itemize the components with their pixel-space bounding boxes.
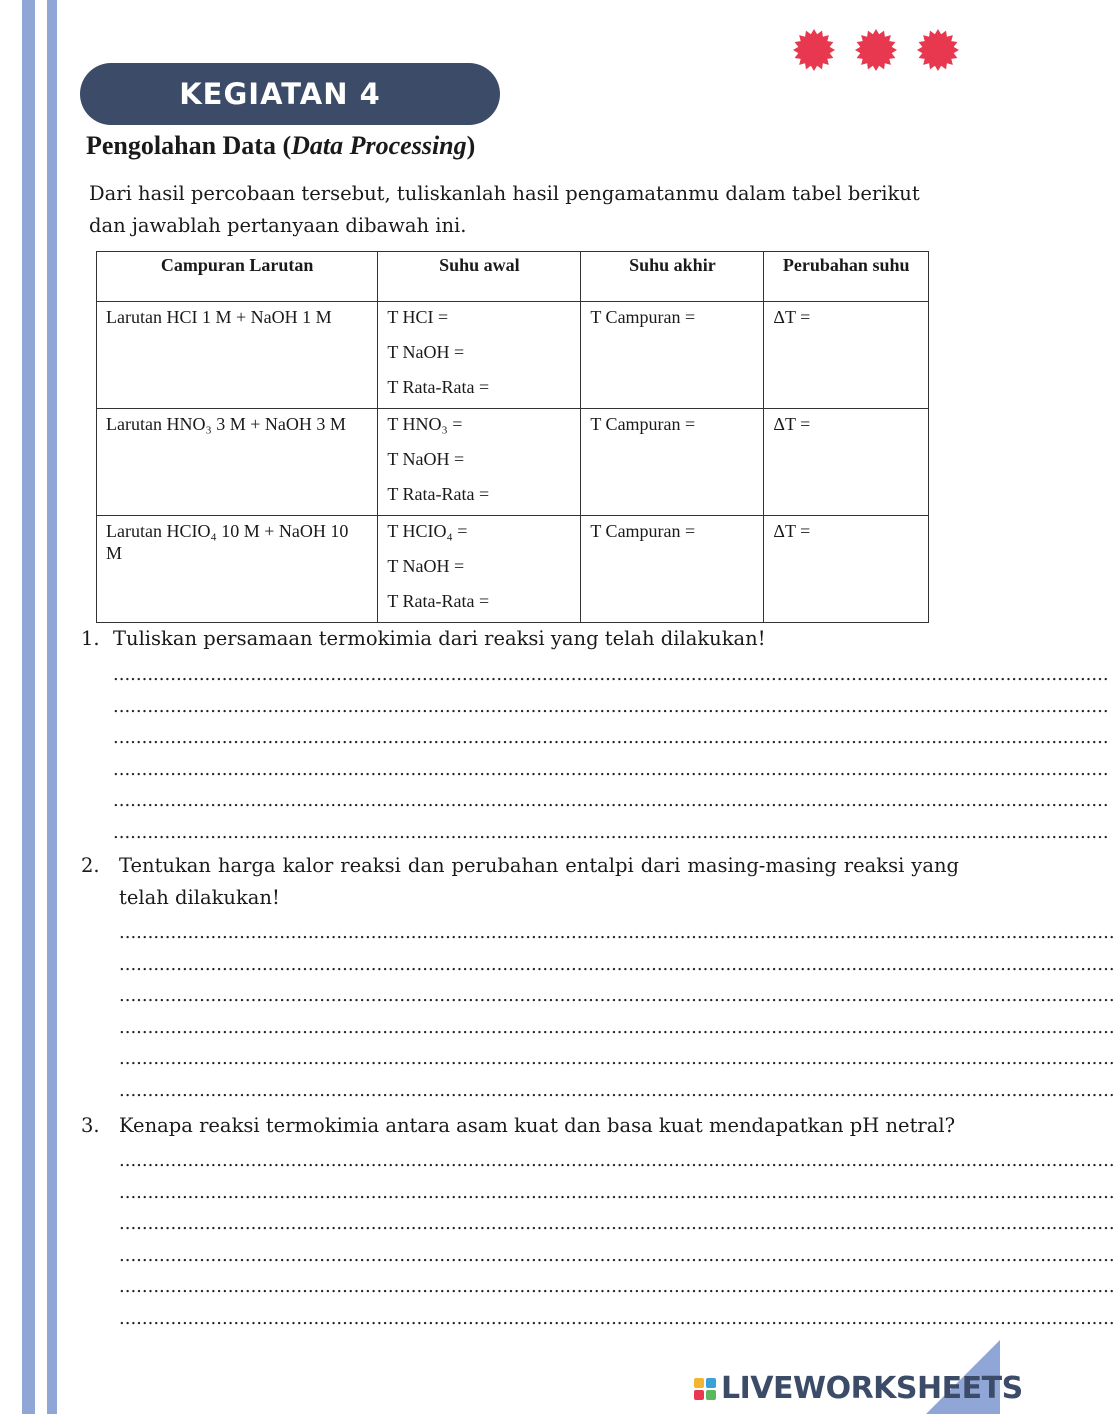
answer-line[interactable]: .............................................................................................................................................................................. [113,695,1109,717]
answer-line[interactable]: .............................................................................................................................................................................. [113,664,1109,685]
question-text: Tentukan harga kalor reaksi dan perubahan entalpi dari masing-masing reaksi yang telah dilakukan! [119,854,959,909]
star-icon [792,28,836,72]
cell-initial[interactable] [378,516,581,623]
answer-line[interactable]: .............................................................................................................................................................................. [119,1244,1115,1266]
left-stripe-inner [47,0,57,1414]
answer-line[interactable]: .............................................................................................................................................................................. [119,985,1115,1006]
header-temp-change: Perubahan suhu [764,252,929,302]
title-main: Pengolahan Data ( [86,131,292,160]
answer-line[interactable]: .............................................................................................................................................................................. [113,727,1109,748]
answer-line[interactable]: .............................................................................................................................................................................. [119,1016,1115,1038]
initial-acid: T HCIO₄ = [387,521,468,541]
question-text: Tuliskan persamaan termokimia dari reaksi yang telah dilakukan! [113,627,766,650]
observation-table [96,251,929,623]
initial-acid: T HCI = [387,307,449,327]
cell-mix: Larutan HCIO₄ 10 M + NaOH 10 M [97,516,378,623]
initial-base: T NaOH = [387,342,465,362]
logo-text: LIVEWORKSHEETS [721,1371,1023,1406]
cell-initial[interactable] [378,409,581,516]
answer-area-3[interactable] [119,1145,1115,1334]
answer-line[interactable]: .............................................................................................................................................................................. [113,821,1109,843]
question-number: 1. [81,627,100,650]
initial-average: T Rata-Rata = [387,484,490,504]
cell-initial[interactable] [378,302,581,409]
question-text: Kenapa reaksi termokimia antara asam kuat dan basa kuat mendapatkan pH netral? [119,1114,956,1137]
header-mix: Campuran Larutan [97,252,378,302]
answer-line[interactable]: .............................................................................................................................................................................. [119,1307,1115,1329]
answer-line[interactable]: .............................................................................................................................................................................. [119,1079,1115,1101]
answer-line[interactable]: .............................................................................................................................................................................. [119,1276,1115,1297]
header-initial-temp: Suhu awal [378,252,581,302]
initial-acid: T HNO₃ = [387,414,463,434]
question-number: 2. [81,854,100,877]
cell-mix: Larutan HNO₃ 3 M + NaOH 3 M [97,409,378,516]
cell-final[interactable]: T Campuran = [581,302,764,409]
star-icon [854,28,898,72]
cell-delta[interactable]: ΔT = [764,409,929,516]
question-3 [81,1110,1115,1334]
answer-line[interactable]: .............................................................................................................................................................................. [119,922,1115,943]
answer-line[interactable]: .............................................................................................................................................................................. [119,1181,1115,1203]
answer-line[interactable]: .............................................................................................................................................................................. [119,1150,1115,1171]
table-row [97,409,929,516]
answer-area-2[interactable] [119,917,1115,1106]
activity-banner: KEGIATAN 4 [80,63,500,125]
initial-average: T Rata-Rata = [387,591,490,611]
answer-line[interactable]: .............................................................................................................................................................................. [113,758,1109,780]
intro-text: Dari hasil percobaan tersebut, tuliskanlah hasil pengamatanmu dalam tabel berikut dan jawablah pertanyaan dibawah ini. [89,182,920,237]
logo-grid-icon [694,1378,716,1400]
table-row [97,302,929,409]
table-row [97,516,929,623]
table-header-row [97,252,929,302]
question-1 [81,623,1109,848]
cell-final[interactable]: T Campuran = [581,516,764,623]
header-final-temp: Suhu akhir [581,252,764,302]
decorative-stars [792,28,960,72]
left-stripe-outer [22,0,35,1414]
star-icon [916,28,960,72]
answer-area-1[interactable] [113,659,1109,848]
cell-mix: Larutan HCI 1 M + NaOH 1 M [97,302,378,409]
question-2 [81,850,1115,1106]
liveworksheets-logo[interactable] [694,1371,1023,1406]
question-number: 3. [81,1114,100,1137]
answer-line[interactable]: .............................................................................................................................................................................. [119,1048,1115,1069]
answer-line[interactable]: .............................................................................................................................................................................. [119,1213,1115,1234]
answer-line[interactable]: .............................................................................................................................................................................. [119,953,1115,975]
section-title [86,131,475,161]
title-italic: Data Processing [291,131,467,160]
cell-final[interactable]: T Campuran = [581,409,764,516]
initial-average: T Rata-Rata = [387,377,490,397]
answer-line[interactable]: .............................................................................................................................................................................. [113,790,1109,811]
cell-delta[interactable]: ΔT = [764,302,929,409]
initial-base: T NaOH = [387,449,465,469]
initial-base: T NaOH = [387,556,465,576]
cell-delta[interactable]: ΔT = [764,516,929,623]
title-end: ) [466,131,476,160]
